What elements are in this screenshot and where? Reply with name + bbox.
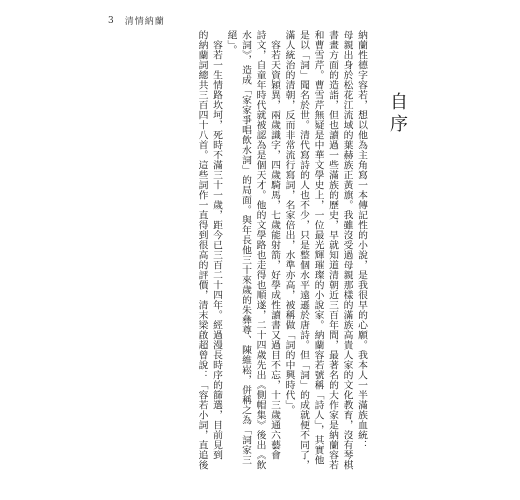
text-column: 水詞》，造成「家家爭唱飲水詞」的局面。與年長他三十來歲的朱彝尊、陳維崧，併稱之為「詞家三 (240, 30, 251, 466)
book-title: 清情納蘭 (124, 17, 165, 27)
text-column: 絕」。 (225, 30, 237, 56)
page-number: 3 (108, 15, 115, 26)
text-column: 詩文，自童年時代就被認為是個天才。他的文學路也走得也順遂，二十四歲先出《側帽集》後出《飲 (254, 30, 266, 470)
section-title: 自序 (387, 92, 408, 136)
text-column: 和曹雪芹。曹雪芹無疑是中華文學史上，一位最光輝璀璨的小說家。納蘭容若號稱「詩人」，其實他 (312, 30, 324, 466)
body-text (108, 30, 368, 470)
text-column: 容若天資穎異，兩歲識字，四歲騎馬，七歲能射箭，好學成性讀書又過目不忘，十三歲通六藝會 (269, 30, 280, 460)
running-header (108, 14, 165, 27)
text-column: 滿人統治的清朝，反而非常流行寫詞，名家倍出，水準亦高，被稱做「詞的中興時代」。 (283, 30, 295, 416)
text-column: 是以「詞」聞名於世。清代寫詩的人也不少，只是整個水平遠遜於唐詩。但「詞」的成就便不同了， (298, 30, 309, 470)
text-column: 母親出身於松花江流域的葉赫族正黃旗。我雖沒受過母親那樣的滿族高貴人家的文化教育，沒有琴棋 (341, 30, 353, 470)
text-column: 的納蘭詞總共三百四十八首。這些詞作一直得到很高的評價，清末梁啟超曾說：「容若小詞，直追後 (196, 30, 208, 470)
text-column: 納蘭性德字容若，想以他為主角寫一本傳記性的小說，是我很早的心願。我本人一半滿族血統： (356, 30, 367, 450)
text-column: 容若一生情路坎坷，死時不滿三十一歲，距今已三百二十四年。經過漫長時序的篩選，目前見到 (211, 30, 222, 460)
text-column: 書畫方面的造詣，但也讀過一些滿族的歷史，早就知道清朝近三百年間，最著名的大作家是納蘭容若 (327, 30, 338, 470)
